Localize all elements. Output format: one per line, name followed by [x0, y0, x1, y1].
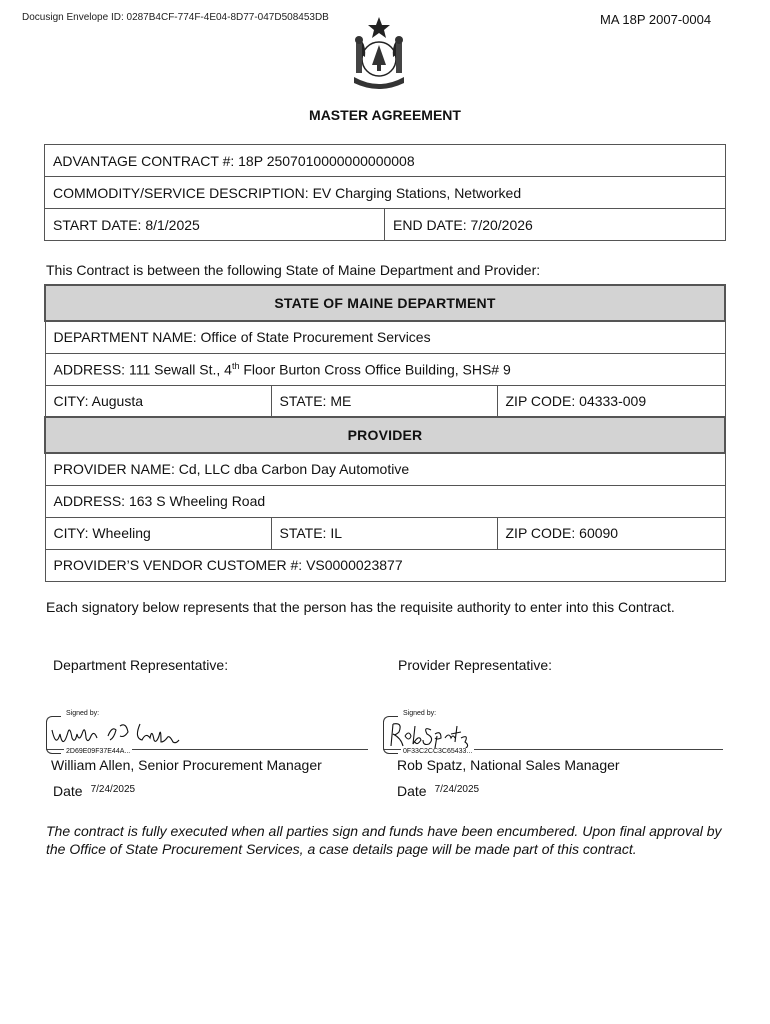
provider-representative-label: Provider Representative: [398, 657, 553, 673]
start-date-cell: START DATE: 8/1/2025 [45, 209, 385, 241]
intro-text: This Contract is between the following State of Maine Department and Provider: [46, 262, 541, 278]
department-signature-image [50, 716, 200, 750]
department-state-cell: STATE: ME [271, 385, 497, 417]
end-date-value: 7/20/2026 [470, 216, 533, 233]
envelope-id: Docusign Envelope ID: 0287B4CF-774F-4E04-8D77-047D508453DB [22, 12, 329, 23]
provider-signed-by-label: Signed by: [403, 710, 437, 717]
provider-name-cell: PROVIDER NAME: Cd, LLC dba Carbon Day Automotive [45, 453, 725, 485]
department-name-value: Office of State Procurement Services [200, 329, 431, 346]
provider-vendor-cell: PROVIDER’S VENDOR CUSTOMER #: VS0000023877 [45, 549, 725, 581]
department-representative-label: Department Representative: [53, 657, 229, 673]
contract-info-table [44, 144, 726, 241]
document-number: MA 18P 2007-0004 [600, 12, 712, 27]
end-date-cell: END DATE: 7/20/2026 [385, 209, 726, 241]
provider-name-value: Cd, LLC dba Carbon Day Automotive [178, 461, 410, 478]
department-city-cell: CITY: Augusta [45, 385, 271, 417]
execution-footnote: The contract is fully executed when all parties sign and funds have been encumbered. Upon final approval by the Office of State Procurement Services, a case details page will be made part of this contract. [46, 823, 722, 857]
provider-state-cell: STATE: IL [271, 517, 497, 549]
page-title: MASTER AGREEMENT [309, 107, 461, 123]
state-seal-icon [348, 15, 410, 95]
provider-date: Date $^{7/24/2025}$ [397, 783, 480, 799]
department-signer-name: William Allen, Senior Procurement Manager [51, 757, 322, 773]
department-signed-by-label: Signed by: [66, 710, 100, 717]
provider-signature-block [383, 710, 723, 760]
provider-city-cell: CITY: Wheeling [45, 517, 271, 549]
department-name-cell: DEPARTMENT NAME: Office of State Procurement Services [45, 321, 725, 353]
department-zip-cell: ZIP CODE: 04333-009 [497, 385, 725, 417]
start-date-value: 8/1/2025 [145, 216, 200, 233]
provider-signer-name: Rob Spatz, National Sales Manager [397, 757, 620, 773]
department-signature-block [46, 710, 366, 760]
department-date-value: 7/24/2025 [90, 784, 136, 795]
parties-table [44, 284, 726, 582]
commodity-cell: COMMODITY/SERVICE DESCRIPTION: EV Charging Stations, Networked [45, 177, 726, 209]
provider-date-value: 7/24/2025 [434, 784, 480, 795]
department-address-cell: ADDRESS: 111 Sewall St., 4th Floor Burton Cross Office Building, SHS# 9 [45, 353, 725, 385]
provider-header: PROVIDER [45, 417, 725, 453]
department-header: STATE OF MAINE DEPARTMENT [45, 285, 725, 321]
authority-text: Each signatory below represents that the person has the requisite authority to enter into this Contract. [46, 599, 675, 615]
provider-signature-hash: 0F33C2CC3C65433... [403, 748, 473, 755]
provider-address-cell: ADDRESS: 163 S Wheeling Road [45, 485, 725, 517]
commodity-value: EV Charging Stations, Networked [312, 184, 522, 201]
department-signature-hash: 2D69E09F37E44A... [66, 748, 131, 755]
advantage-contract-cell: ADVANTAGE CONTRACT #: 18P 2507010000000000008 [45, 145, 726, 177]
provider-zip-cell: ZIP CODE: 60090 [497, 517, 725, 549]
provider-signature-image [387, 716, 477, 750]
advantage-contract-value: 18P 2507010000000000008 [238, 152, 415, 169]
department-date: Date $^{7/24/2025}$ [53, 783, 136, 799]
